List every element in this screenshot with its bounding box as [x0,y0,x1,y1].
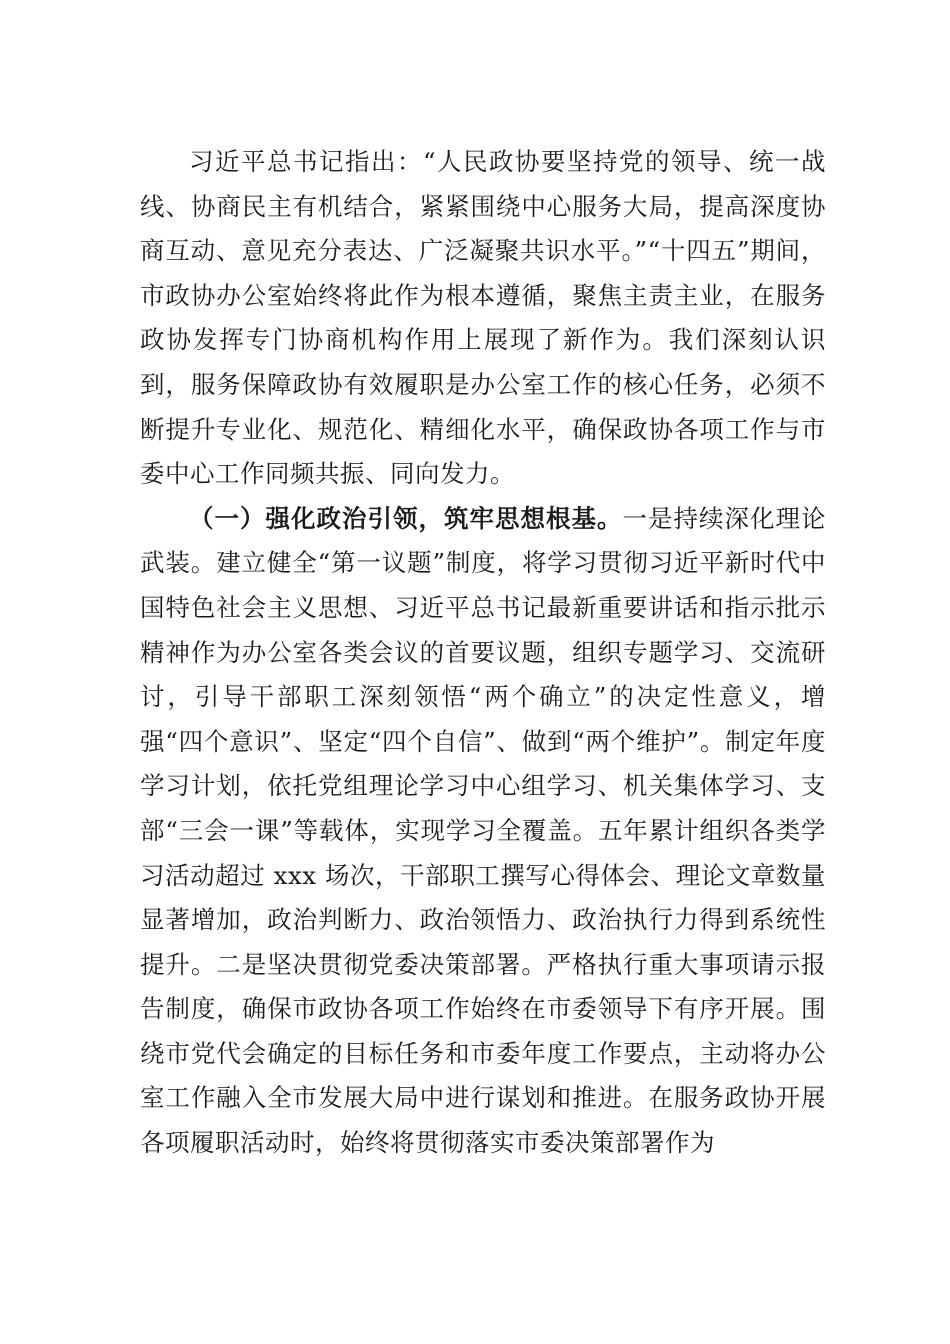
section-body: 一是持续深化理论武装。建立健全“第一议题”制度，将学习贯彻习近平新时代中国特色社会主义思想、习近平总书记最新重要讲话和指示批示精神作为办公室各类会议的首要议题，组织专题学习、交流研讨，引导干部职工深刻领悟“两个确立”的决定性意义，增强“四个意识”、坚定“四个自信”、做到“两个维护”。制定年度学习计划，依托党组理论学习中心组学习、机关集体学习、支部“三会一课”等载体，实现学习全覆盖。五年累计组织各类学习活动超过 xxx 场次，干部职工撰写心得体会、理论文章数量显著增加，政治判断力、政治领悟力、政治执行力得到系统性提升。二是坚决贯彻党委决策部署。严格执行重大事项请示报告制度，确保市政协各项工作始终在市委领导下有序开展。围绕市党代会确定的目标任务和市委年度工作要点，主动将办公室工作融入全市发展大局中进行谋划和推进。在服务政协开展各项履职活动时，始终将贯彻落实市委决策部署作为 [140,503,826,1158]
paragraph-section-one [140,497,826,1166]
document-body [140,140,826,1166]
section-heading: （一）强化政治引领，筑牢思想根基。 [189,503,623,533]
paragraph-intro: 习近平总书记指出：“人民政协要坚持党的领导、统一战线、协商民主有机结合，紧紧围绕中心服务大局，提高深度协商互动、意见充分表达、广泛凝聚共识水平。”“十四五”期间，市政协办公室始终将此作为根本遵循，聚焦主责主业，在服务政协发挥专门协商机构作用上展现了新作为。我们深刻认识到，服务保障政协有效履职是办公室工作的核心任务，必须不断提升专业化、规范化、精细化水平，确保政协各项工作与市委中心工作同频共振、同向发力。 [140,147,826,489]
